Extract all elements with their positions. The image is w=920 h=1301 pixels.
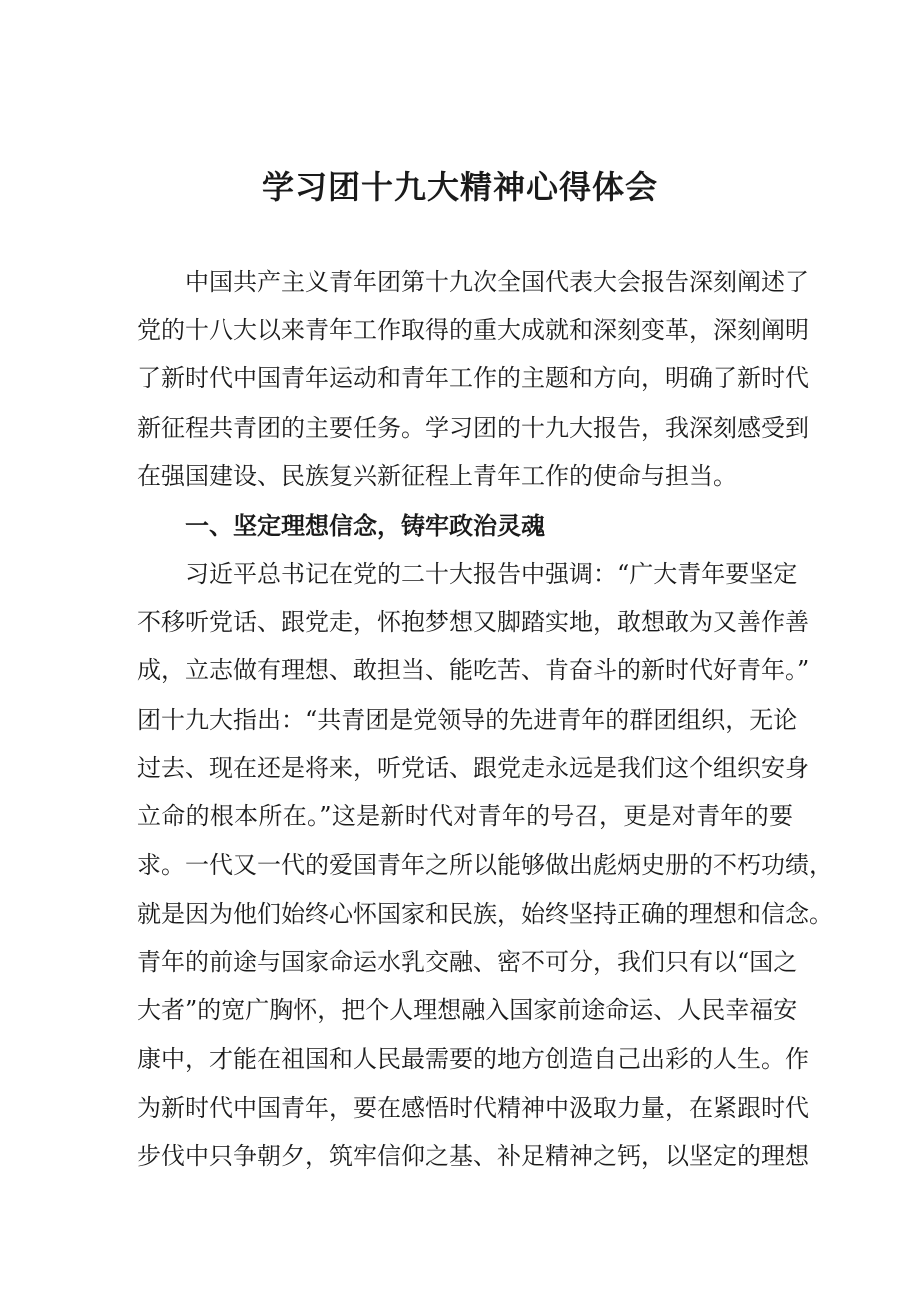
section-line: 过去、现在还是将来，听党话、跟党走永远是我们这个组织安身 <box>137 754 809 782</box>
intro-line: 党的十八大以来青年工作取得的重大成就和深刻变革，深刻阐明 <box>137 316 809 344</box>
section-line: 求。一代又一代的爱国青年之所以能够做出彪炳史册的不朽功绩， <box>137 851 833 879</box>
intro-line: 新征程共青团的主要任务。学习团的十九大报告，我深刻感受到 <box>137 414 809 442</box>
section-line: 立命的根本所在。”这是新时代对青年的号召，更是对青年的要 <box>137 802 793 830</box>
section-line: 康中，才能在祖国和人民最需要的地方创造自己出彩的人生。作 <box>137 1045 809 1073</box>
document-title: 学习团十九大精神心得体会 <box>261 168 658 206</box>
section-line: 步伐中只争朝夕，筑牢信仰之基、补足精神之钙，以坚定的理想 <box>137 1142 809 1170</box>
section-line: 为新时代中国青年，要在感悟时代精神中汲取力量，在紧跟时代 <box>137 1094 809 1122</box>
section-line: 成，立志做有理想、敢担当、能吃苦、肯奋斗的新时代好青年。” <box>137 656 810 684</box>
section-line: 不移听党话、跟党走，怀抱梦想又脚踏实地，敢想敢为又善作善 <box>137 608 809 636</box>
section-line: 青年的前途与国家命运水乳交融、密不可分，我们只有以“国之 <box>137 948 798 976</box>
intro-line: 在强国建设、民族复兴新征程上青年工作的使命与担当。 <box>137 462 737 490</box>
intro-line: 了新时代中国青年运动和青年工作的主题和方向，明确了新时代 <box>137 364 809 392</box>
section-heading: 一、坚定理想信念，铸牢政治灵魂 <box>185 512 545 540</box>
section-line: 团十九大指出：“共青团是党领导的先进青年的群团组织，无论 <box>137 706 798 734</box>
section-line: 就是因为他们始终心怀国家和民族，始终坚持正确的理想和信念。 <box>137 900 833 928</box>
intro-line: 中国共产主义青年团第十九次全国代表大会报告深刻阐述了 <box>185 268 809 296</box>
section-line: 大者”的宽广胸怀，把个人理想融入国家前途命运、人民幸福安 <box>137 996 798 1024</box>
section-line: 习近平总书记在党的二十大报告中强调：“广大青年要坚定 <box>185 560 798 588</box>
